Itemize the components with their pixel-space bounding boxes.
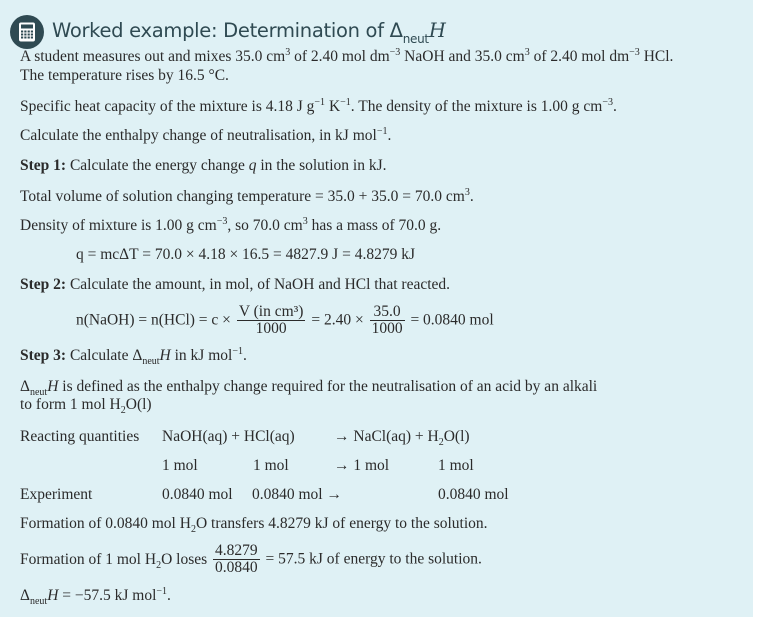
step2-equation: n(NaOH) = n(HCl) = c × $\frac{\text{V (in cm³)}}{1000}$ = 2.40 × $\frac{35.0}{1000}$ = 0.0840 mol	[76, 303, 494, 337]
final-answer: $\Delta_{neut}H = -57.5$ kJ mol$^{-1}$.	[20, 586, 171, 607]
table-cell: 0.0840 mol →	[252, 486, 342, 503]
step1-density: Density of mixture is 1.00 g $cm^{-3}$, so 70.0 $cm^3$ has a mass of 70.0 g.	[20, 216, 442, 234]
table-cell: NaOH(aq) + HCl(aq)	[162, 428, 295, 445]
specific-heat-line: Specific heat capacity of the mixture is 4.18 J $g^{-1}$ $K^{-1}$. The density of the mixture is 1.00 g $cm^{-3}$.	[20, 97, 617, 115]
table-cell: 1 mol	[162, 457, 198, 474]
page-title: Worked example: Determination of $\Delta_{neut}H$	[52, 18, 446, 46]
step1-equation: q = mcΔT = 70.0 × 4.18 × 16.5 = 4827.9 J = 4.8279 kJ	[76, 246, 415, 263]
intro-line-1: A student measures out and mixes 35.0 $cm^3$ of 2.40 mol $dm^{-3}$ NaOH and 35.0 $cm^3$ of 2.40 mol $dm^{-3}$ HCl.	[20, 47, 674, 65]
step1-heading: Step 1: Calculate the energy change q in the solution in kJ.	[20, 157, 387, 174]
definition-line-2: to form 1 mol $H_2O(l)$	[20, 396, 152, 416]
step1-volume: Total volume of solution changing temperature = 35.0 + 35.0 = 70.0 $cm^3$.	[20, 187, 474, 205]
formation-line-2: Formation of 1 mol $H_2O$ loses $\frac{4.8279}{0.0840}$ = 57.5 kJ of energy to the solution.	[20, 542, 482, 576]
table-row-label: Experiment	[20, 486, 93, 503]
table-cell: → NaCl(aq) + $H_2O(l)$	[334, 428, 470, 448]
table-cell: 1 mol	[253, 457, 289, 474]
table-cell: 0.0840 mol	[162, 486, 233, 503]
definition-line-1: $\Delta_{neut}H$ is defined as the enthalpy change required for the neutralisation of an acid by an alkali	[20, 378, 598, 398]
table-row-label: Reacting quantities	[20, 428, 140, 445]
intro-line-2: The temperature rises by 16.5 °C.	[20, 67, 229, 84]
question-line: Calculate the enthalpy change of neutralisation, in kJ mol$^{-1}$.	[20, 126, 392, 144]
fraction: $\frac{35.0}{1000}$	[371, 303, 403, 337]
step2-heading: Step 2: Calculate the amount, in mol, of NaOH and HCl that reacted.	[20, 276, 451, 293]
table-cell: 1 mol	[438, 457, 474, 474]
formation-line-1: Formation of 0.0840 mol $H_2O$ transfers 4.8279 kJ of energy to the solution.	[20, 515, 488, 535]
fraction: $\frac{4.8279}{0.0840}$	[215, 542, 258, 576]
table-cell: 0.0840 mol	[438, 486, 509, 503]
calculator-icon	[10, 15, 44, 49]
fraction: $\frac{\text{V (in cm³)}}{1000}$	[238, 303, 304, 337]
header	[10, 14, 446, 50]
step3-heading: Step 3: Calculate $\Delta_{neut}H$ in kJ mol$^{-1}$.	[20, 346, 247, 367]
table-cell: → 1 mol	[334, 457, 390, 474]
